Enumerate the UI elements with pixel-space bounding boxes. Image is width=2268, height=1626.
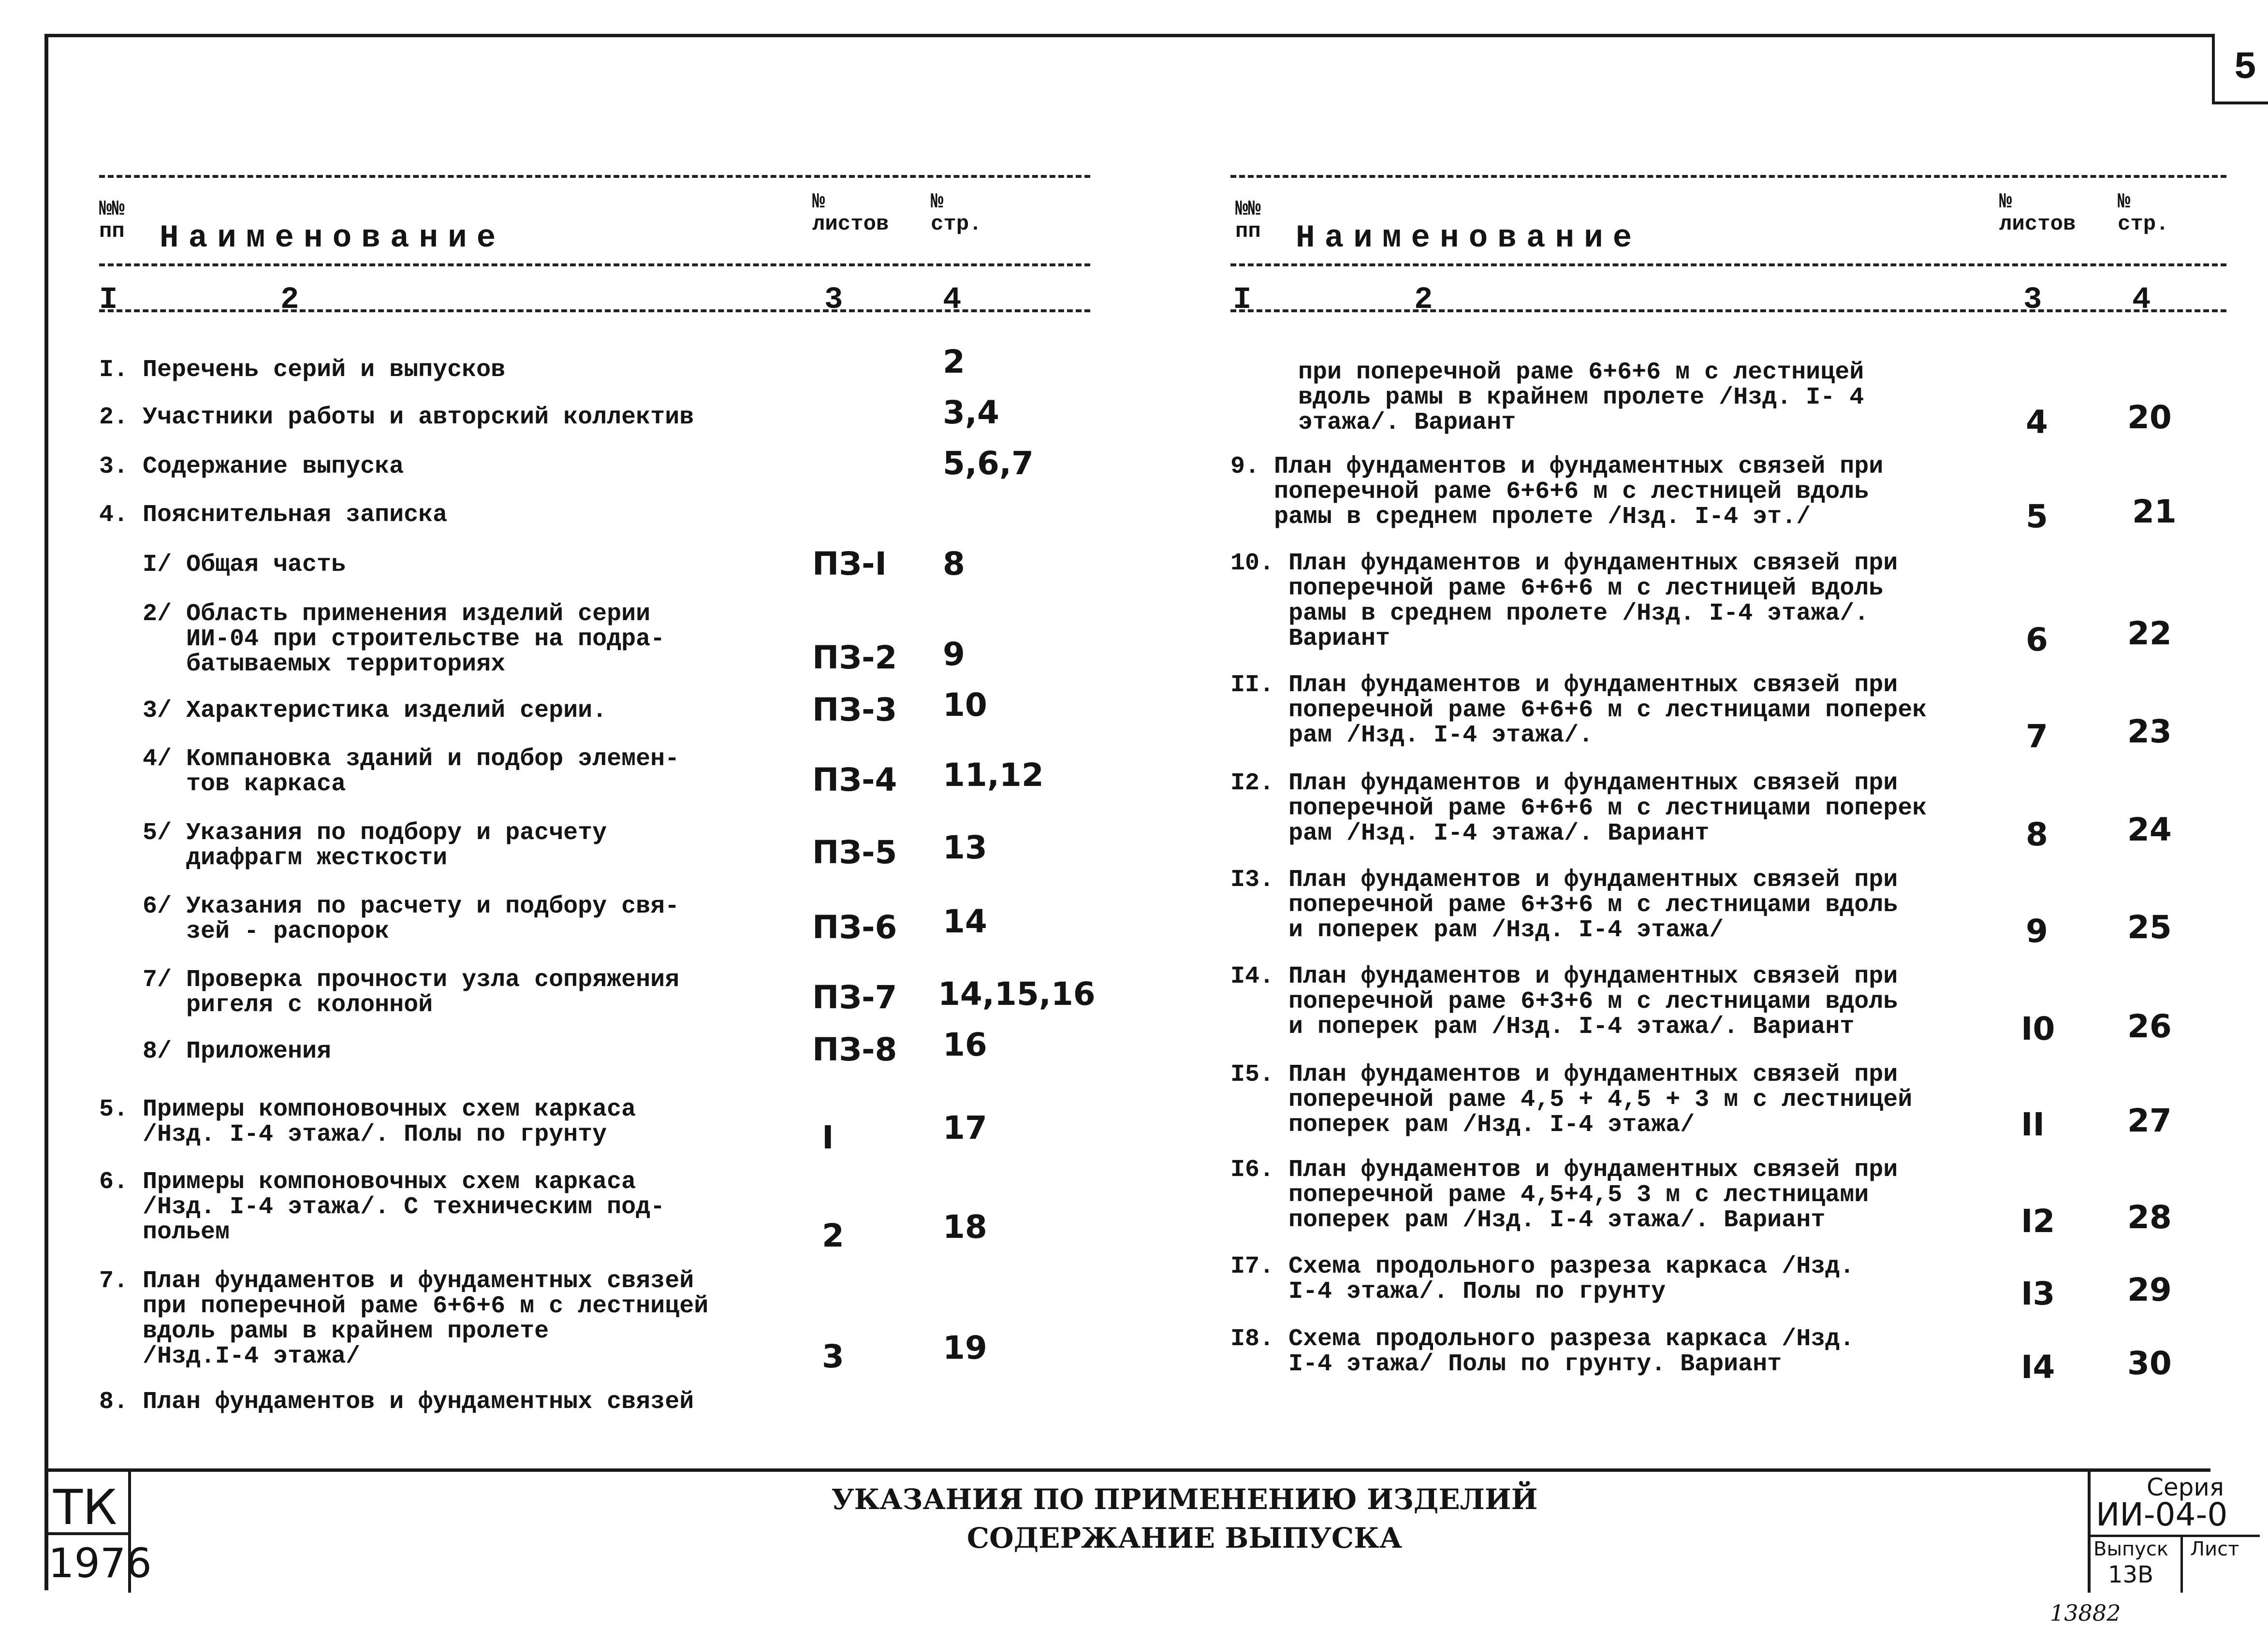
left-row-14-sheet: 2	[822, 1217, 844, 1254]
right-row-5-page: 24	[2127, 811, 2172, 848]
left-row-8-page: 11,12	[943, 756, 1044, 794]
right-row-5-text: I2. План фундаментов и фундаментных связей при поперечной раме 6+6+6 м с лестницами поперек рам /Нзд. I-4 этажа/. Вариант	[1230, 769, 1927, 847]
stamp-issue-label: Выпуск	[2093, 1538, 2168, 1560]
stamp-title-line-1: УКАЗАНИЯ ПО ПРИМЕНЕНИЮ ИЗДЕЛИЙ	[831, 1483, 1538, 1516]
right-col-num-header: №№ пп	[1235, 197, 1261, 244]
right-row-2-text: 9. План фундаментов и фундаментных связей при поперечной раме 6+6+6 м с лестницей вдоль рамы в среднем пролете /Нзд. I-4 эт./	[1230, 453, 1884, 531]
right-row-4-text: II. План фундаментов и фундаментных связей при поперечной раме 6+6+6 м с лестницами поперек рам /Нзд. I-4 этажа/.	[1230, 671, 1927, 749]
right-row-6-page: 25	[2127, 909, 2172, 946]
right-row-7-text: I4. План фундаментов и фундаментных связей при поперечной раме 6+3+6 м с лестницами вдоль и поперек рам /Нзд. I-4 этажа/. Вариант	[1230, 963, 1898, 1041]
right-row-1-text: при поперечной раме 6+6+6 м с лестницей вдоль рамы в крайнем пролете /Нзд. I- 4 этажа/. Вариант	[1298, 359, 1864, 436]
left-colnum-4: 4	[943, 283, 962, 318]
frame-bottom-line	[44, 1468, 2210, 1472]
left-row-7-sheet: ПЗ-3	[812, 691, 897, 728]
right-colnum-1: I	[1233, 283, 1252, 318]
left-row-9-sheet: ПЗ-5	[812, 834, 897, 871]
left-row-11-sheet: ПЗ-7	[812, 979, 897, 1016]
right-row-3-text: 10. План фундаментов и фундаментных связей при поперечной раме 6+6+6 м с лестницей вдоль рамы в среднем пролете /Нзд. I-4 этажа/. Вариант	[1230, 550, 1898, 653]
right-row-3-page: 22	[2127, 615, 2172, 652]
frame-left-line	[44, 34, 48, 1590]
stamp-issue-divider	[2180, 1535, 2183, 1593]
right-row-10-sheet: I3	[2021, 1275, 2055, 1312]
right-row-7-page: 26	[2127, 1008, 2172, 1045]
right-col-page-header: № стр.	[2118, 190, 2169, 236]
right-row-6-text: I3. План фундаментов и фундаментных связей при поперечной раме 6+3+6 м с лестницами вдоль и поперек рам /Нзд. I-4 этажа/	[1230, 866, 1898, 944]
left-row-1-page: 2	[943, 343, 965, 380]
left-row-6-text: 2/ Область применения изделий серии ИИ-04 при строительстве на подра- батываемых территориях	[143, 600, 665, 678]
stamp-issue-value: 13В	[2108, 1561, 2154, 1588]
right-row-3-sheet: 6	[2026, 621, 2048, 658]
left-row-2-page: 3,4	[943, 394, 999, 431]
left-row-15-page: 19	[943, 1329, 987, 1366]
left-col-name-header: Наименование	[160, 220, 506, 256]
left-row-7-text: 3/ Характеристика изделий серии.	[143, 697, 607, 725]
left-row-10-sheet: ПЗ-6	[812, 909, 897, 946]
left-row-3-page: 5,6,7	[943, 445, 1034, 482]
right-col-name-header: Наименование	[1296, 220, 1642, 256]
right-row-6-sheet: 9	[2026, 913, 2048, 950]
right-row-9-page: 28	[2127, 1199, 2172, 1236]
page-number: 5	[2234, 46, 2257, 90]
right-colnum-2: 2	[1414, 283, 1433, 318]
right-row-8-page: 27	[2127, 1102, 2172, 1139]
left-colnum-2: 2	[280, 283, 299, 318]
right-row-11-page: 30	[2127, 1345, 2172, 1382]
right-row-1-page: 20	[2127, 399, 2172, 436]
right-col-sheets-header: № листов	[1999, 190, 2076, 236]
archive-number: 13882	[2050, 1600, 2121, 1626]
left-header-top-rule	[99, 175, 1090, 178]
left-header-mid-rule	[99, 263, 1090, 266]
left-row-13-text: 5. Примеры компоновочных схем каркаса /Нзд. I-4 этажа/. Полы по грунту	[99, 1096, 636, 1148]
left-row-11-page: 14,15,16	[938, 975, 1096, 1013]
right-row-4-sheet: 7	[2026, 718, 2048, 755]
left-row-5-text: I/ Общая часть	[143, 551, 346, 579]
right-row-4-page: 23	[2127, 713, 2172, 750]
left-col-page-header: № стр.	[931, 190, 982, 236]
left-row-9-page: 13	[943, 829, 987, 866]
right-row-7-sheet: I0	[2021, 1010, 2055, 1047]
right-row-1-sheet: 4	[2026, 404, 2048, 441]
left-row-7-page: 10	[943, 686, 987, 724]
left-row-15-text: 7. План фундаментов и фундаментных связей при поперечной раме 6+6+6 м с лестницей вдоль рамы в крайнем пролете /Нзд.I-4 этажа/	[99, 1267, 709, 1370]
stamp-series-divider	[2088, 1535, 2260, 1537]
left-row-2-text: 2. Участники работы и авторский коллектив	[99, 404, 694, 431]
left-row-12-page: 16	[943, 1026, 987, 1063]
left-row-13-page: 17	[943, 1109, 987, 1147]
right-row-11-text: I8. Схема продольного разреза каркаса /Нзд. I-4 этажа/ Полы по грунту. Вариант	[1230, 1325, 1855, 1378]
left-colnum-3: 3	[824, 283, 843, 318]
right-colnum-4: 4	[2132, 283, 2151, 318]
stamp-year: 1976	[48, 1539, 152, 1587]
left-row-8-sheet: ПЗ-4	[812, 761, 897, 798]
stamp-series-value: ИИ-04-0	[2096, 1496, 2228, 1533]
right-row-5-sheet: 8	[2026, 816, 2048, 853]
left-row-8-text: 4/ Компановка зданий и подбор элемен- тов каркаса	[143, 745, 680, 798]
right-row-2-sheet: 5	[2026, 498, 2048, 535]
left-col-sheets-header: № листов	[812, 190, 889, 236]
right-row-9-sheet: I2	[2021, 1203, 2055, 1240]
stamp-series-label: Серия	[2147, 1473, 2224, 1501]
left-row-1-text: I. Перечень серий и выпусков	[99, 356, 506, 384]
right-row-11-sheet: I4	[2021, 1349, 2055, 1386]
left-col-num-header: №№ пп	[99, 197, 125, 244]
left-row-5-page: 8	[943, 545, 965, 582]
left-row-11-text: 7/ Проверка прочности узла сопряжения ригеля с колонной	[143, 966, 680, 1019]
right-row-8-text: I5. План фундаментов и фундаментных связей при поперечной раме 4,5 + 4,5 + 3 м с лестницей поперек рам /Нзд. I-4 этажа/	[1230, 1061, 1913, 1139]
left-colnum-1: I	[99, 283, 118, 318]
right-colnum-3: 3	[2023, 283, 2042, 318]
right-header-top-rule	[1230, 175, 2226, 178]
left-row-13-sheet: I	[822, 1119, 834, 1156]
left-row-12-sheet: ПЗ-8	[812, 1031, 897, 1068]
right-row-10-text: I7. Схема продольного разреза каркаса /Нзд. I-4 этажа/. Полы по грунту	[1230, 1253, 1855, 1306]
left-row-10-page: 14	[943, 903, 987, 940]
right-row-2-page: 21	[2132, 493, 2177, 530]
right-header-bottom-rule	[1230, 309, 2226, 312]
left-row-4-text: 4. Пояснительная записка	[99, 501, 448, 529]
left-row-16-text: 8. План фундаментов и фундаментных связей	[99, 1388, 694, 1416]
left-row-3-text: 3. Содержание выпуска	[99, 453, 404, 480]
left-header-bottom-rule	[99, 309, 1090, 312]
left-row-6-page: 9	[943, 636, 965, 673]
right-row-8-sheet: II	[2021, 1106, 2045, 1143]
stamp-sheet-label: Лист	[2190, 1538, 2239, 1560]
left-row-12-text: 8/ Приложения	[143, 1038, 332, 1065]
left-row-5-sheet: ПЗ-I	[812, 545, 887, 582]
frame-top-line	[46, 34, 2212, 37]
right-row-9-text: I6. План фундаментов и фундаментных связей при поперечной раме 4,5+4,5 3 м с лестницами поперек рам /Нзд. I-4 этажа/. Вариант	[1230, 1156, 1898, 1234]
left-row-14-text: 6. Примеры компоновочных схем каркаса /Нзд. I-4 этажа/. С техническим под- польем	[99, 1168, 665, 1246]
left-row-15-sheet: 3	[822, 1338, 844, 1375]
left-row-10-text: 6/ Указания по расчету и подбору свя- зей - распорок	[143, 893, 680, 945]
left-row-14-page: 18	[943, 1208, 987, 1246]
left-row-6-sheet: ПЗ-2	[812, 639, 897, 676]
stamp-org: ТК	[53, 1479, 117, 1536]
stamp-title-line-2: СОДЕРЖАНИЕ ВЫПУСКА	[966, 1522, 1403, 1554]
right-row-10-page: 29	[2127, 1271, 2172, 1308]
right-header-mid-rule	[1230, 263, 2226, 266]
left-row-9-text: 5/ Указания по подбору и расчету диафрагм жесткости	[143, 819, 607, 872]
